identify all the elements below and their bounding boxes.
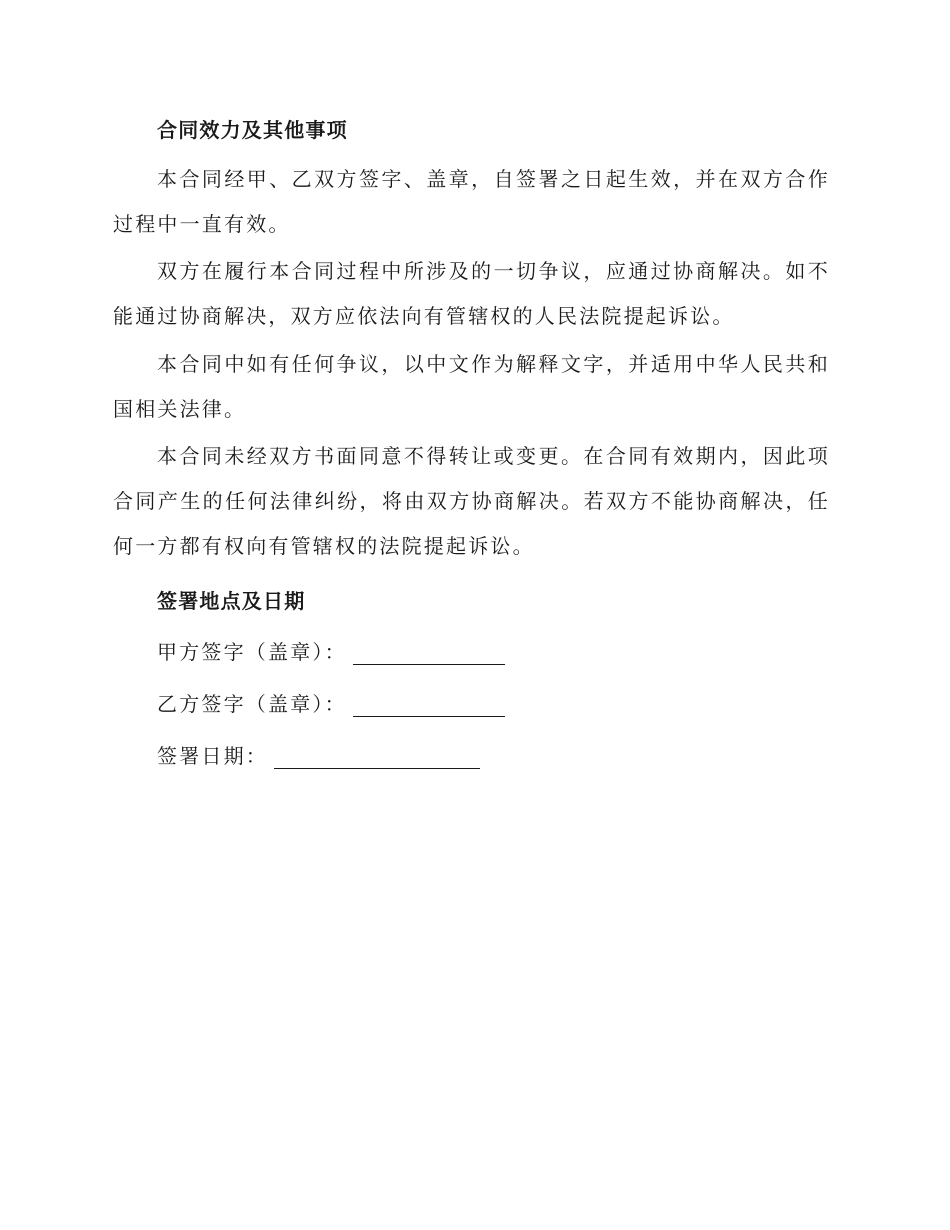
sign-date-label: 签署日期： — [157, 744, 268, 768]
signature-a-label: 甲方签字（盖章）： — [157, 640, 347, 664]
sign-date-line — [157, 740, 874, 769]
signature-line-party-b — [157, 688, 874, 717]
signature-line-party-a — [157, 636, 874, 665]
paragraph-disputes: 双方在履行本合同过程中所涉及的一切争议，应通过协商解决。如不能通过协商解决，双方应依法向有管辖权的人民法院提起诉讼。 — [113, 259, 830, 328]
signature-a-blank — [353, 644, 505, 665]
sign-date-blank — [274, 748, 480, 769]
paragraph-transfer: 本合同未经双方书面同意不得转让或变更。在合同有效期内，因此项合同产生的任何法律纠纷，将由双方协商解决。若双方不能协商解决，任何一方都有权向有管辖权的法院提起诉讼。 — [113, 444, 830, 558]
section-title-contract-validity: 合同效力及其他事项 — [157, 118, 348, 142]
section-title-signing: 签署地点及日期 — [157, 589, 306, 613]
signature-b-blank — [353, 696, 505, 717]
paragraph-governing-law: 本合同中如有任何争议，以中文作为解释文字，并适用中华人民共和国相关法律。 — [113, 352, 830, 421]
signature-b-label: 乙方签字（盖章）： — [157, 692, 347, 716]
paragraph-effective: 本合同经甲、乙双方签字、盖章，自签署之日起生效，并在双方合作过程中一直有效。 — [113, 167, 830, 236]
